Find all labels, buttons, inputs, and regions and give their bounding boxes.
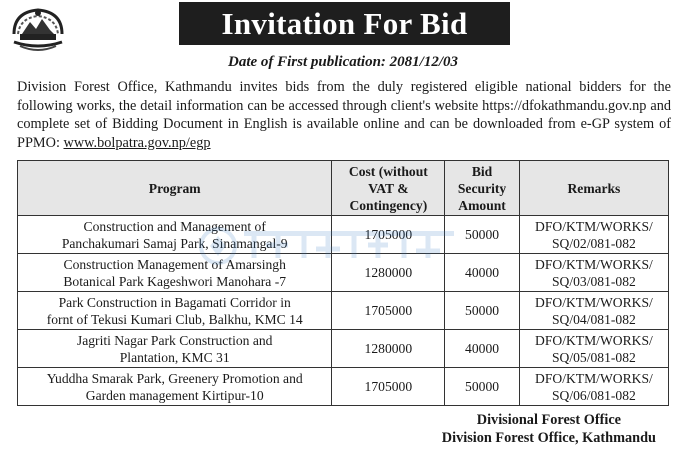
page-title: Invitation For Bid <box>179 2 510 45</box>
program-cell <box>18 368 332 406</box>
remarks-line: SQ/02/081-082 <box>551 235 636 251</box>
intro-paragraph <box>17 78 671 152</box>
header-cost <box>332 161 445 216</box>
program-cell <box>18 330 332 368</box>
header-security-text: Bid Security Amount <box>457 163 507 213</box>
program-line: Park Construction in Bagamati Corridor in <box>58 294 291 310</box>
program-line: Plantation, KMC 31 <box>119 349 230 365</box>
program-cell <box>18 292 332 330</box>
program-cell <box>18 216 332 254</box>
cost-cell: 1705000 <box>332 292 445 330</box>
remarks-line: SQ/06/081-082 <box>551 387 636 403</box>
program-cell <box>18 254 332 292</box>
remarks-line: SQ/05/081-082 <box>551 349 636 365</box>
table-row <box>18 292 669 330</box>
security-cell: 40000 <box>445 254 520 292</box>
cost-cell: 1280000 <box>332 254 445 292</box>
egp-link[interactable]: www.bolpatra.gov.np/egp <box>63 134 211 151</box>
program-line: fornt of Tekusi Kumari Club, Balkhu, KMC 14 <box>46 311 303 327</box>
remarks-cell <box>519 254 668 292</box>
program-line: Construction and Management of <box>83 218 266 234</box>
header-cost-text: Cost (without VAT & Contingency) <box>348 163 428 213</box>
header-security <box>445 161 520 216</box>
program-line: Construction Management of Amarsingh <box>63 256 286 272</box>
header-remarks: Remarks <box>519 161 668 216</box>
signature-block <box>442 411 656 447</box>
table-row <box>18 216 669 254</box>
remarks-cell <box>519 330 668 368</box>
remarks-line: SQ/03/081-082 <box>551 273 636 289</box>
signature-division: Division Forest Office, Kathmandu <box>441 430 656 446</box>
remarks-cell <box>519 216 668 254</box>
table-row <box>18 254 669 292</box>
table-header-row <box>18 161 669 216</box>
security-cell: 50000 <box>445 292 520 330</box>
header-program: Program <box>18 161 332 216</box>
cost-cell: 1280000 <box>332 330 445 368</box>
remarks-line: SQ/04/081-082 <box>551 311 636 327</box>
table-row <box>18 330 669 368</box>
signature-office: Divisional Forest Office <box>476 412 622 428</box>
remarks-line: DFO/KTM/WORKS/ <box>535 218 653 234</box>
publication-date: Date of First publication: 2081/12/03 <box>227 54 458 70</box>
intro-text: Division Forest Office, Kathmandu invites bids from the duly registered eligible national bidders for the following works, the detail information can be accessed through client's website https://dfokathmandu.gov.np and complete set of Bidding Document in English is available online and can be downloaded from e-GP system of PPMO: <box>17 79 671 151</box>
remarks-line: DFO/KTM/WORKS/ <box>535 294 653 310</box>
program-line: Panchakumari Samaj Park, Sinamangal-9 <box>61 235 288 251</box>
security-cell: 40000 <box>445 330 520 368</box>
program-line: Yuddha Smarak Park, Greenery Promotion and <box>46 370 303 386</box>
remarks-line: DFO/KTM/WORKS/ <box>535 332 653 348</box>
remarks-line: DFO/KTM/WORKS/ <box>535 370 653 386</box>
cost-cell: 1705000 <box>332 368 445 406</box>
table-row <box>18 368 669 406</box>
bid-table <box>17 160 669 406</box>
security-cell: 50000 <box>445 216 520 254</box>
remarks-cell <box>519 292 668 330</box>
nepal-government-emblem-icon <box>8 4 68 56</box>
remarks-line: DFO/KTM/WORKS/ <box>535 256 653 272</box>
remarks-cell <box>519 368 668 406</box>
program-line: Botanical Park Kageshwori Manohara -7 <box>63 273 287 289</box>
program-line: Garden management Kirtipur-10 <box>85 387 264 403</box>
security-cell: 50000 <box>445 368 520 406</box>
cost-cell: 1705000 <box>332 216 445 254</box>
program-line: Jagriti Nagar Park Construction and <box>76 332 273 348</box>
